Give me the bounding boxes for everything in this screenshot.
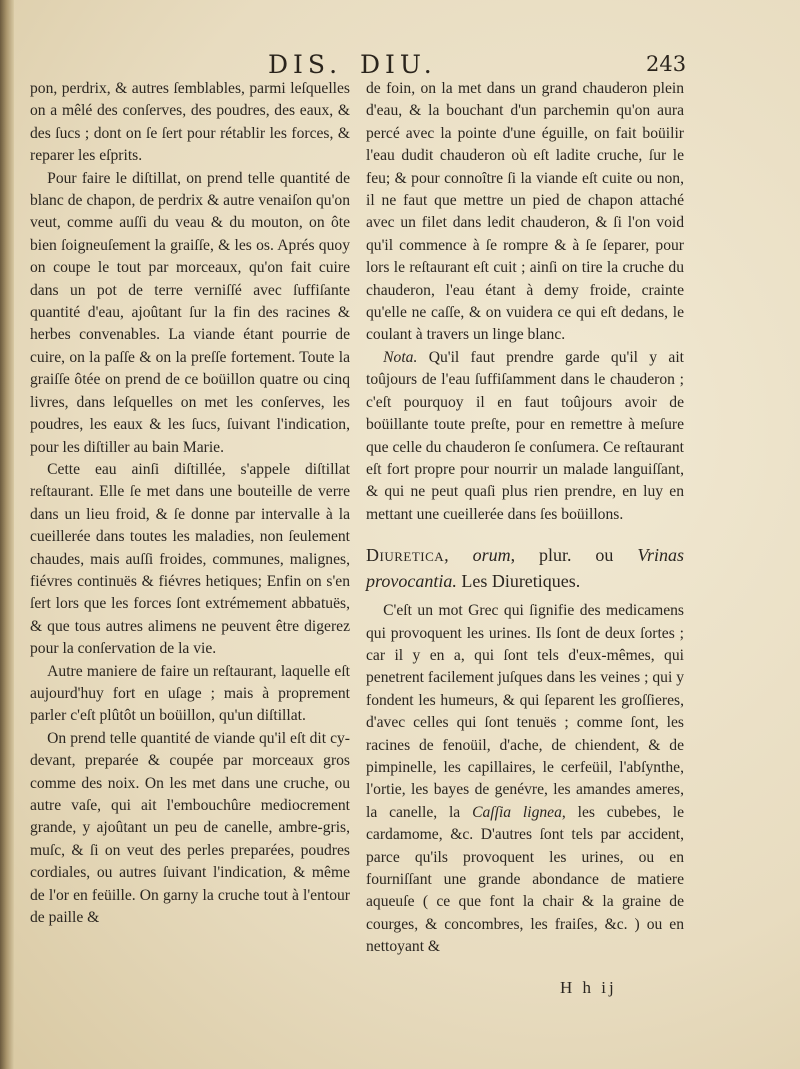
entry-french: Les Diuretiques. — [461, 571, 581, 592]
entry-latin-alt: Vrinas provocantia. — [366, 545, 684, 592]
paragraph: de foin, on la met dans un grand chauderon plein d'eau, & la bouchant d'un parchemin qu'on aura percé avec la pointe d'une éguille, on fait boüilir l'eau dudit chauderon où eſt ladite cruche, ſur le feu; & pour connoître ſi la viande eſt cuite ou non, il ne faut que mettre un pied de chapon attaché avec un filet dans ledit chauderon, & ſi l'on void qu'il commence à ſe rompre & à ſe ſeparer, pour lors le reſtaurant eſt cuit ; ainſi on tire la cruche du chauderon, l'eau étant à demy froide, crainte qu'elle ne caſſe, & on vuidera ce qui eſt dedans, le coulant à travers un linge blanc. — [366, 80, 684, 344]
right-column — [366, 78, 684, 959]
paragraph: pon, perdrix, & autres ſemblables, parmi leſquelles on a mêlé des conſerves, des poudres, des eaux, & des ſucs ; dont on ſe ſert pour rétablir les forces, & reparer les eſprits. — [30, 80, 350, 165]
nota-paragraph — [366, 347, 684, 526]
paragraph: On prend telle quantité de viande qu'il eſt dit cy-devant, preparée & coupée par morceaux gros comme des noix. On les met dans une cruche, ou autre vaſe, qui ait l'embouchûre mediocrement grande, y ajoûtant un peu de canelle, ambre-gris, muſc, & ſi on veut des perles preparées, poudres cordiales, ou autres ſuivant l'indication, & même de l'or en feüille. On garny la cruche tout à l'entour de paille & — [30, 729, 350, 927]
column-gutter — [358, 82, 359, 962]
running-head — [0, 50, 800, 80]
entry-ending: , orum — [444, 545, 511, 566]
paragraph: Pour faire le diſtillat, on prend telle quantité de blanc de chapon, de perdrix & autre venaiſon qu'on veut, comme auſſi du veau & du mouton, on ôte bien ſoigneuſement la graiſſe, & les os. Aprés quoy on coupe le tout par morceaux, qu'on fait cuire dans un pot de terre verniſſé avec ſuffiſante quantité d'eau, ajoûtant ſur la fin des racines & herbes convenables. La viande étant pourrie de cuire, on la paſſe & on la preſſe fortement. Toute la graiſſe ôtée on prend de ce boüillon quatre ou cinq livres, dans leſquelles on met les conſerves, les poudres, les eaux & les ſucs, ſuivant l'indication, pour les diſtiller au bain Marie. — [30, 169, 350, 456]
nota-text: Qu'il faut prendre garde qu'il y ait toûjours de l'eau ſuffiſamment dans le chauderon ; c'eſt pourquoy il en faut toûjours avoir de boüillante toute preſte, pour en remettre à meſure que celle du chauderon ſe conſumera. Ce reſtaurant eſt fort propre pour nourrir un malade languiſſant, & qui ne peut quaſi plus rien prendre, en luy en mettant une cueillerée dans ſes boüillons. — [366, 348, 684, 523]
entry-plural-note: , plur. ou — [510, 545, 614, 566]
paragraph: Autre maniere de faire un reſtaurant, laquelle eſt aujourd'huy fort en uſage ; mais à proprement parler c'eſt plûtôt un boüillon, qu'un diſtillat. — [30, 662, 350, 725]
entry-body — [366, 600, 684, 959]
nota-label: Nota. — [383, 348, 418, 366]
entry-headword: Diuretica — [366, 545, 445, 566]
dictionary-entry-heading — [366, 542, 684, 594]
running-head-left: DIS. — [268, 50, 343, 79]
entry-italic-term: Caſſia lignea — [472, 803, 562, 821]
running-head-right: DIU. — [360, 50, 437, 79]
signature-mark: H h ij — [560, 978, 617, 997]
entry-text-end: , les cubebes, le cardamome, &c. D'autres ſont tels par accident, parce qu'ils provoquent les urines, ou en fourniſſant une grande abondance de matiere aqueuſe ( ce que font la chair & la graine de courges, & concombres, les fraiſes, &c. ) ou en nettoyant & — [366, 803, 684, 956]
book-spine-shadow — [0, 0, 14, 1069]
left-column — [30, 78, 350, 929]
page-number: 243 — [646, 52, 687, 76]
paragraph: Cette eau ainſi diſtillée, s'appele diſtillat reſtaurant. Elle ſe met dans une bouteille de verre dans un lieu froid, & ſe donne par intervalle à la cueillerée dans toutes les maladies, non ſeulement chaudes, mais auſſi froides, communes, malignes, fiévres continuës & fiévres hetiques; Enfin on s'en ſert lors que les forces ſont extrémement abbatuës, & que tous autres alimens ne peuvent être digerez pour la conſervation de la vie. — [30, 460, 350, 658]
entry-text-start: C'eſt un mot Grec qui ſignifie des medicamens qui provoquent les urines. Ils ſont de deux ſortes ; car il y en a, qui ſont tels d'eux-mêmes, qui penetrent facilement juſques dans les veines ; qui y fondent les humeurs, & qui ſeparent les groſſieres, d'avec celles qui ſont tenuës ; comme ſont, les racines de fenoüil, d'ache, de chiendent, & de pimpinelle, les capillaires, le cerfeüil, l'abſynthe, l'ortie, les bayes de genévre, les amandes ameres, la canelle, la — [366, 602, 684, 821]
